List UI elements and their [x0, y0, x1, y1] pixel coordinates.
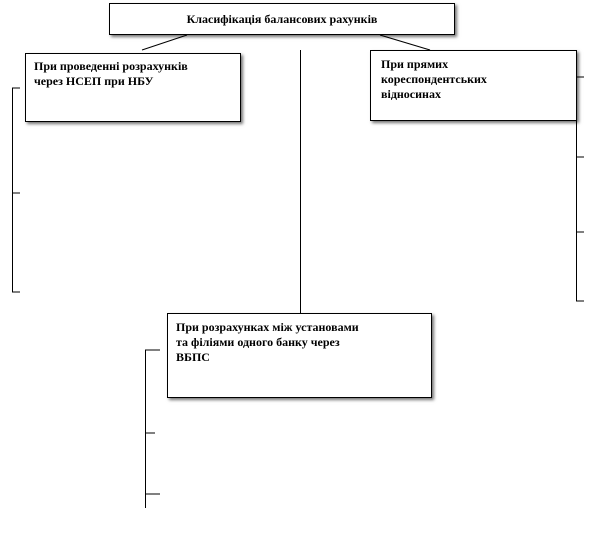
correspondent-node-line-3: відносинах [381, 87, 441, 101]
right-bracket [577, 77, 585, 301]
left-bracket [13, 88, 21, 292]
intrabank-node-line-2: та філіями одного банку через [176, 335, 340, 349]
intrabank-node-line-1: При розрахунках між установами [176, 320, 359, 334]
nsep-node [25, 53, 241, 122]
title-node [109, 3, 455, 35]
connector-title-left [142, 35, 187, 50]
connector-title-right [380, 35, 430, 50]
correspondent-node [370, 50, 577, 121]
correspondent-node-line-1: При прямих [381, 57, 449, 71]
nsep-node-line-1: При проведенні розрахунків [34, 59, 188, 73]
nsep-node-line-2: через НСЕП при НБУ [34, 74, 154, 88]
bottom-bracket [146, 350, 161, 508]
title-text: Класифікація балансових рахунків [186, 11, 378, 26]
intrabank-node [167, 313, 432, 398]
correspondent-node-line-2: кореспондентських [381, 72, 487, 86]
intrabank-node-line-3: ВБПС [176, 350, 210, 364]
